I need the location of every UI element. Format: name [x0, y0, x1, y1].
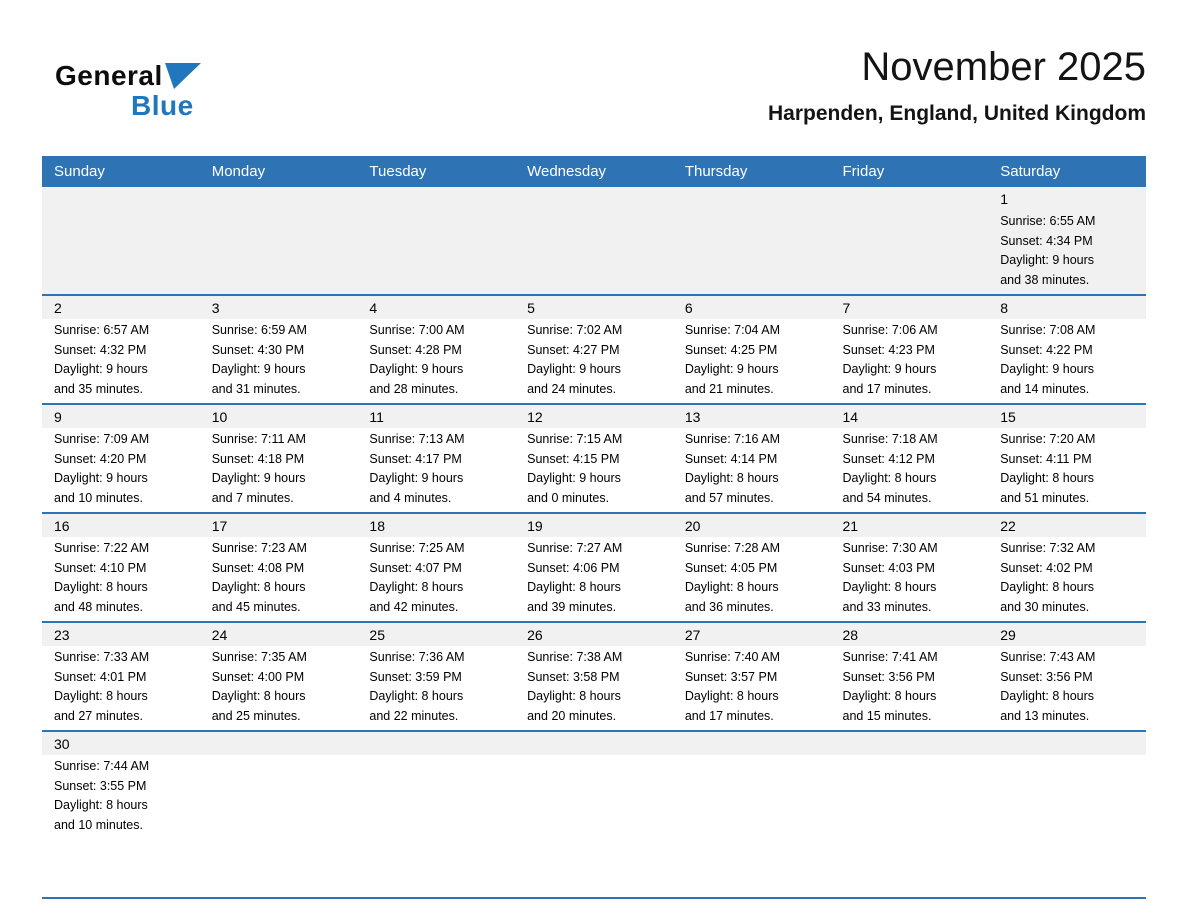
day-info	[515, 755, 673, 761]
day-cell-24	[200, 623, 358, 730]
day-cell-18	[357, 514, 515, 621]
daylight-text: Daylight: 9 hours	[211, 471, 306, 486]
sunrise-text: Sunrise: 7:20 AM	[1000, 432, 1096, 446]
daylight-text: Daylight: 8 hours	[1000, 471, 1095, 486]
sunset-text: Sunset: 4:22 PM	[1000, 342, 1093, 357]
sunset-text: Sunset: 4:01 PM	[54, 669, 147, 684]
day-number: 25	[357, 623, 515, 646]
sunrise-text: Sunrise: 7:25 AM	[369, 541, 465, 555]
sunrise-text: Sunrise: 6:57 AM	[54, 323, 150, 337]
sunrise-text: Sunrise: 7:04 AM	[684, 323, 781, 337]
day-number	[200, 732, 358, 755]
day-number: 10	[200, 405, 358, 428]
logo-text-general: General	[55, 60, 163, 91]
day-number	[357, 732, 515, 755]
daylight-text: and 54 minutes.	[842, 490, 932, 505]
day-info	[515, 646, 673, 730]
day-number	[42, 187, 200, 210]
sunset-text: Sunset: 4:27 PM	[527, 342, 620, 357]
day-cell-26	[515, 623, 673, 730]
sunrise-text: Sunrise: 6:55 AM	[1000, 214, 1096, 228]
day-number: 14	[831, 405, 989, 428]
day-number: 21	[831, 514, 989, 537]
daylight-text: and 27 minutes.	[54, 708, 143, 723]
daylight-text: Daylight: 9 hours	[54, 471, 148, 486]
weekday-header-monday: Monday	[211, 163, 266, 180]
daylight-text: and 38 minutes.	[1000, 272, 1090, 287]
week-row-2	[42, 296, 1146, 405]
daylight-text: and 10 minutes.	[54, 490, 143, 505]
week-row-4	[42, 514, 1146, 623]
day-cell-17	[200, 514, 358, 621]
day-cell-20	[673, 514, 831, 621]
day-info	[357, 755, 515, 761]
day-info	[515, 537, 673, 621]
sunset-text: Sunset: 4:03 PM	[842, 560, 935, 575]
sunset-text: Sunset: 4:28 PM	[369, 342, 462, 357]
day-info	[357, 428, 515, 512]
day-info	[200, 537, 358, 621]
day-cell-5	[515, 296, 673, 403]
day-info	[988, 319, 1146, 403]
day-cell-empty	[357, 187, 515, 294]
daylight-text: and 35 minutes.	[54, 381, 143, 396]
day-cell-11	[357, 405, 515, 512]
daylight-text: Daylight: 8 hours	[684, 580, 779, 595]
day-cell-empty	[42, 187, 200, 294]
sunrise-text: Sunrise: 7:11 AM	[211, 432, 306, 446]
sunset-text: Sunset: 4:30 PM	[211, 342, 305, 357]
day-number: 12	[515, 405, 673, 428]
weeks-container	[42, 187, 1146, 899]
day-cell-15	[988, 405, 1146, 512]
sunset-text: Sunset: 4:12 PM	[842, 451, 935, 466]
day-info	[673, 210, 831, 216]
day-cell-4	[357, 296, 515, 403]
day-number	[831, 187, 989, 210]
day-number: 22	[988, 514, 1146, 537]
sunrise-text: Sunrise: 7:33 AM	[54, 650, 150, 664]
sunrise-text: Sunrise: 7:38 AM	[527, 650, 623, 664]
daylight-text: Daylight: 8 hours	[54, 580, 148, 595]
weekday-header-tuesday: Tuesday	[369, 163, 427, 180]
sunrise-text: Sunrise: 7:23 AM	[211, 541, 307, 555]
day-info	[200, 646, 358, 730]
day-number: 24	[200, 623, 358, 646]
daylight-text: Daylight: 8 hours	[527, 689, 621, 704]
daylight-text: Daylight: 8 hours	[684, 471, 779, 486]
sunset-text: Sunset: 3:57 PM	[684, 669, 778, 684]
day-number: 8	[988, 296, 1146, 319]
daylight-text: and 48 minutes.	[54, 599, 143, 614]
week-row-3	[42, 405, 1146, 514]
day-cell-empty	[200, 732, 358, 897]
sunset-text: Sunset: 3:58 PM	[527, 669, 620, 684]
daylight-text: Daylight: 8 hours	[369, 689, 464, 704]
day-number: 30	[42, 732, 200, 755]
day-number: 4	[357, 296, 515, 319]
daylight-text: Daylight: 8 hours	[54, 798, 148, 813]
day-number: 5	[515, 296, 673, 319]
day-number: 1	[1000, 191, 1009, 207]
day-info	[831, 646, 989, 730]
sunset-text: Sunset: 3:55 PM	[54, 778, 147, 793]
daylight-text: and 17 minutes.	[842, 381, 932, 396]
day-info	[673, 319, 831, 403]
day-number: 19	[515, 514, 673, 537]
sunrise-text: Sunrise: 7:43 AM	[1000, 650, 1096, 664]
day-info	[831, 428, 989, 512]
daylight-text: Daylight: 8 hours	[1000, 689, 1095, 704]
page-title: November 2025	[861, 45, 1146, 89]
sunset-text: Sunset: 4:08 PM	[211, 560, 305, 575]
logo-text-blue: Blue	[131, 90, 194, 121]
day-info	[42, 210, 200, 216]
daylight-text: Daylight: 8 hours	[684, 689, 779, 704]
day-cell-empty	[200, 187, 358, 294]
day-number	[200, 187, 358, 210]
sunrise-text: Sunrise: 7:28 AM	[684, 541, 781, 555]
daylight-text: and 25 minutes.	[211, 708, 301, 723]
day-info	[42, 646, 200, 730]
day-cell-23	[42, 623, 200, 730]
day-info	[673, 755, 831, 761]
weekday-header-friday: Friday	[842, 163, 885, 180]
daylight-text: and 21 minutes.	[684, 381, 774, 396]
sunrise-text: Sunrise: 7:06 AM	[842, 323, 938, 337]
daylight-text: Daylight: 8 hours	[369, 580, 464, 595]
calendar-table	[42, 156, 1146, 899]
sunrise-text: Sunrise: 7:40 AM	[684, 650, 781, 664]
day-number	[988, 732, 1146, 755]
sunrise-text: Sunrise: 7:13 AM	[369, 432, 465, 446]
sunset-text: Sunset: 4:25 PM	[684, 342, 778, 357]
day-cell-21	[831, 514, 989, 621]
weekday-header-sunday: Sunday	[54, 163, 105, 180]
sunrise-text: Sunrise: 7:09 AM	[54, 432, 150, 446]
weekday-header-wednesday: Wednesday	[527, 163, 607, 180]
day-info	[200, 210, 358, 216]
sunrise-text: Sunrise: 7:02 AM	[527, 323, 623, 337]
daylight-text: Daylight: 8 hours	[1000, 580, 1095, 595]
day-cell-7	[831, 296, 989, 403]
day-info	[200, 755, 358, 761]
daylight-text: Daylight: 8 hours	[54, 689, 148, 704]
sunset-text: Sunset: 3:59 PM	[369, 669, 462, 684]
day-info	[515, 319, 673, 403]
day-info	[988, 210, 1146, 294]
day-cell-22	[988, 514, 1146, 621]
day-cell-8	[988, 296, 1146, 403]
daylight-text: and 10 minutes.	[54, 817, 143, 832]
daylight-text: Daylight: 8 hours	[527, 580, 621, 595]
day-number: 9	[42, 405, 200, 428]
sunrise-text: Sunrise: 7:08 AM	[1000, 323, 1096, 337]
week-row-1	[42, 187, 1146, 296]
daylight-text: Daylight: 8 hours	[842, 689, 937, 704]
day-info	[515, 428, 673, 512]
sunrise-text: Sunrise: 7:36 AM	[369, 650, 465, 664]
daylight-text: Daylight: 9 hours	[842, 362, 937, 377]
sunset-text: Sunset: 4:05 PM	[684, 560, 778, 575]
sunrise-text: Sunrise: 7:35 AM	[211, 650, 307, 664]
day-info	[357, 319, 515, 403]
day-number: 11	[357, 405, 515, 428]
day-number: 7	[831, 296, 989, 319]
day-info	[200, 428, 358, 512]
day-cell-empty	[673, 732, 831, 897]
day-cell-30	[42, 732, 200, 897]
day-info	[988, 428, 1146, 512]
daylight-text: Daylight: 9 hours	[211, 362, 306, 377]
week-row-5	[42, 623, 1146, 732]
day-number: 28	[831, 623, 989, 646]
day-cell-10	[200, 405, 358, 512]
daylight-text: and 31 minutes.	[211, 381, 301, 396]
daylight-text: and 0 minutes.	[527, 490, 610, 505]
day-info	[357, 210, 515, 216]
daylight-text: and 15 minutes.	[842, 708, 932, 723]
sunrise-text: Sunrise: 7:18 AM	[842, 432, 938, 446]
day-info	[42, 319, 200, 403]
sunset-text: Sunset: 4:10 PM	[54, 560, 147, 575]
daylight-text: and 42 minutes.	[369, 599, 459, 614]
day-info	[673, 537, 831, 621]
page-header	[0, 0, 1188, 150]
sunset-text: Sunset: 4:14 PM	[684, 451, 778, 466]
day-number: 18	[357, 514, 515, 537]
sunset-text: Sunset: 4:00 PM	[211, 669, 305, 684]
sunset-text: Sunset: 4:20 PM	[54, 451, 147, 466]
sunset-text: Sunset: 4:11 PM	[1000, 451, 1092, 466]
day-cell-9	[42, 405, 200, 512]
daylight-text: Daylight: 9 hours	[369, 471, 464, 486]
sunset-text: Sunset: 4:17 PM	[369, 451, 462, 466]
daylight-text: Daylight: 8 hours	[842, 580, 937, 595]
daylight-text: and 7 minutes.	[211, 490, 294, 505]
daylight-text: and 4 minutes.	[369, 490, 452, 505]
day-info	[200, 319, 358, 403]
day-info	[988, 537, 1146, 621]
weekday-header-thursday: Thursday	[684, 163, 748, 180]
day-cell-25	[357, 623, 515, 730]
day-info	[831, 210, 989, 216]
daylight-text: Daylight: 9 hours	[369, 362, 464, 377]
daylight-text: and 51 minutes.	[1000, 490, 1090, 505]
sunrise-text: Sunrise: 7:00 AM	[369, 323, 465, 337]
day-number: 26	[515, 623, 673, 646]
day-cell-empty	[988, 732, 1146, 897]
day-info	[42, 537, 200, 621]
weekday-header-saturday: Saturday	[1000, 163, 1061, 180]
sunset-text: Sunset: 4:07 PM	[369, 560, 462, 575]
sunset-text: Sunset: 4:02 PM	[1000, 560, 1093, 575]
day-number: 20	[673, 514, 831, 537]
day-number	[357, 187, 515, 210]
sunrise-text: Sunrise: 7:15 AM	[527, 432, 623, 446]
daylight-text: and 17 minutes.	[684, 708, 774, 723]
day-cell-27	[673, 623, 831, 730]
day-cell-2	[42, 296, 200, 403]
day-info	[357, 537, 515, 621]
day-cell-3	[200, 296, 358, 403]
day-cell-empty	[673, 187, 831, 294]
general-blue-logo	[55, 38, 201, 121]
week-row-6	[42, 732, 1146, 899]
sunrise-text: Sunrise: 7:30 AM	[842, 541, 938, 555]
page-subtitle: Harpenden, England, United Kingdom	[768, 102, 1146, 125]
daylight-text: and 30 minutes.	[1000, 599, 1090, 614]
day-cell-13	[673, 405, 831, 512]
sunset-text: Sunset: 3:56 PM	[842, 669, 935, 684]
daylight-text: and 13 minutes.	[1000, 708, 1090, 723]
sunrise-text: Sunrise: 6:59 AM	[211, 323, 307, 337]
day-number: 27	[673, 623, 831, 646]
day-info	[42, 428, 200, 512]
daylight-text: and 22 minutes.	[369, 708, 459, 723]
day-cell-14	[831, 405, 989, 512]
daylight-text: and 33 minutes.	[842, 599, 932, 614]
day-number: 3	[200, 296, 358, 319]
day-cell-empty	[515, 187, 673, 294]
daylight-text: Daylight: 9 hours	[684, 362, 779, 377]
day-info	[42, 755, 200, 839]
daylight-text: Daylight: 9 hours	[1000, 253, 1095, 268]
day-number: 17	[200, 514, 358, 537]
day-cell-19	[515, 514, 673, 621]
daylight-text: Daylight: 9 hours	[1000, 362, 1095, 377]
sunset-text: Sunset: 4:18 PM	[211, 451, 305, 466]
daylight-text: Daylight: 8 hours	[842, 471, 937, 486]
daylight-text: Daylight: 9 hours	[527, 471, 621, 486]
day-number: 2	[42, 296, 200, 319]
day-info	[988, 755, 1146, 761]
day-number: 29	[988, 623, 1146, 646]
day-info	[515, 210, 673, 216]
daylight-text: and 24 minutes.	[527, 381, 617, 396]
day-number: 13	[673, 405, 831, 428]
sunset-text: Sunset: 4:23 PM	[842, 342, 935, 357]
sunrise-text: Sunrise: 7:16 AM	[684, 432, 781, 446]
day-cell-12	[515, 405, 673, 512]
sunset-text: Sunset: 3:56 PM	[1000, 669, 1093, 684]
day-info	[673, 428, 831, 512]
daylight-text: Daylight: 9 hours	[527, 362, 621, 377]
sunrise-text: Sunrise: 7:32 AM	[1000, 541, 1096, 555]
sunset-text: Sunset: 4:15 PM	[527, 451, 620, 466]
day-number: 15	[988, 405, 1146, 428]
daylight-text: and 28 minutes.	[369, 381, 459, 396]
day-number: 16	[42, 514, 200, 537]
daylight-text: and 20 minutes.	[527, 708, 617, 723]
day-number	[515, 732, 673, 755]
daylight-text: Daylight: 9 hours	[54, 362, 148, 377]
day-number	[673, 732, 831, 755]
sunrise-text: Sunrise: 7:22 AM	[54, 541, 150, 555]
sunset-text: Sunset: 4:06 PM	[527, 560, 620, 575]
day-info	[831, 755, 989, 761]
daylight-text: and 57 minutes.	[684, 490, 774, 505]
daylight-text: Daylight: 8 hours	[211, 580, 306, 595]
day-info	[831, 537, 989, 621]
day-cell-empty	[831, 732, 989, 897]
day-cell-28	[831, 623, 989, 730]
day-cell-6	[673, 296, 831, 403]
weekday-header-row	[42, 156, 1146, 187]
sunset-text: Sunset: 4:32 PM	[54, 342, 147, 357]
day-number	[831, 732, 989, 755]
sunrise-text: Sunrise: 7:27 AM	[527, 541, 623, 555]
day-cell-29	[988, 623, 1146, 730]
daylight-text: and 36 minutes.	[684, 599, 774, 614]
daylight-text: and 39 minutes.	[527, 599, 617, 614]
day-info	[673, 646, 831, 730]
day-number: 23	[42, 623, 200, 646]
day-cell-empty	[831, 187, 989, 294]
day-info	[357, 646, 515, 730]
day-cell-1	[988, 187, 1146, 294]
day-info	[831, 319, 989, 403]
daylight-text: Daylight: 8 hours	[211, 689, 306, 704]
sunset-text: Sunset: 4:34 PM	[1000, 233, 1093, 248]
day-number	[673, 187, 831, 210]
day-number: 6	[673, 296, 831, 319]
day-cell-16	[42, 514, 200, 621]
daylight-text: and 45 minutes.	[211, 599, 301, 614]
title-block	[768, 38, 1146, 126]
sunrise-text: Sunrise: 7:41 AM	[842, 650, 938, 664]
day-info	[988, 646, 1146, 730]
day-cell-empty	[515, 732, 673, 897]
daylight-text: and 14 minutes.	[1000, 381, 1090, 396]
day-number	[515, 187, 673, 210]
sunrise-text: Sunrise: 7:44 AM	[54, 759, 150, 773]
day-cell-empty	[357, 732, 515, 897]
